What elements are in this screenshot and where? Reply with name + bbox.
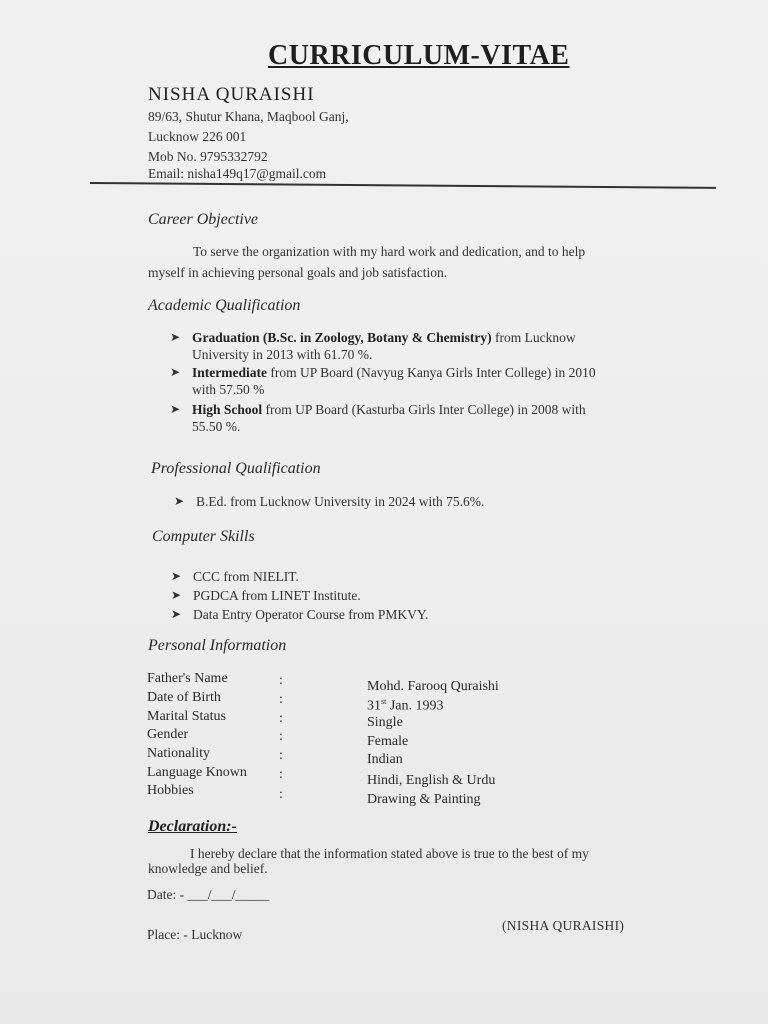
date-field: Date: - ___/___/_____ — [147, 887, 270, 902]
arrow-bullet-icon: ➤ — [170, 365, 181, 379]
academic-item: ➤ High School from UP Board (Kasturba Girls Inter College) in 2008 with 55.50 %. — [170, 402, 586, 434]
applicant-name: NISHA QURAISHI — [148, 84, 315, 105]
pi-label: Nationality — [147, 746, 210, 761]
pi-label: Hobbies — [147, 783, 194, 798]
pi-label: Gender — [147, 727, 189, 742]
pi-colon: : — [279, 692, 283, 707]
mobile-number: Mob No. 9795332792 — [148, 149, 268, 164]
declaration-line-1: I hereby declare that the information stated above is true to the best of my — [190, 846, 589, 861]
arrow-bullet-icon: ➤ — [171, 607, 182, 621]
professional-heading: Professional Qualification — [151, 460, 321, 477]
arrow-bullet-icon: ➤ — [170, 330, 181, 344]
declaration-line-2: knowledge and belief. — [148, 861, 268, 876]
address-line-2: Lucknow 226 001 — [148, 129, 247, 144]
pi-label: Language Known — [147, 765, 247, 780]
pi-value: Mohd. Farooq Quraishi — [367, 679, 499, 694]
pi-value: Hindi, English & Urdu — [367, 773, 496, 788]
computer-skill-item: ➤ CCC from NIELIT. — [171, 569, 299, 584]
pi-colon: : — [279, 787, 283, 802]
computer-skills-heading: Computer Skills — [152, 528, 255, 545]
arrow-bullet-icon: ➤ — [171, 588, 182, 602]
pi-value: Female — [367, 734, 409, 749]
pi-colon: : — [279, 748, 283, 763]
academic-item: ➤ Intermediate from UP Board (Navyug Kanya Girls Inter College) in 2010 with 57.50 % — [170, 365, 596, 397]
career-objective-heading: Career Objective — [148, 211, 259, 228]
computer-skill-item: ➤ Data Entry Operator Course from PMKVY. — [171, 607, 429, 622]
pi-colon: : — [279, 729, 283, 744]
pi-colon: : — [279, 711, 283, 726]
document-title: CURRICULUM-VITAE — [268, 40, 570, 71]
arrow-bullet-icon: ➤ — [174, 494, 185, 508]
pi-label: Marital Status — [147, 709, 226, 724]
personal-info-heading: Personal Information — [148, 637, 287, 654]
professional-item: ➤ B.Ed. from Lucknow University in 2024 with 75.6%. — [174, 494, 485, 509]
arrow-bullet-icon: ➤ — [171, 569, 182, 583]
header-divider — [90, 182, 716, 189]
pi-label: Date of Birth — [147, 690, 221, 705]
pi-colon: : — [279, 767, 283, 782]
pi-value: Indian — [367, 752, 403, 767]
email-address: Email: nisha149q17@gmail.com — [148, 166, 327, 181]
career-objective-line-2: myself in achieving personal goals and job satisfaction. — [148, 265, 448, 280]
arrow-bullet-icon: ➤ — [170, 402, 181, 416]
address-line-1: 89/63, Shutur Khana, Maqbool Ganj, — [148, 109, 349, 124]
academic-item: ➤ Graduation (B.Sc. in Zoology, Botany & Chemistry) from Lucknow University in 2013 with 61.70 %. — [170, 330, 576, 362]
career-objective-line-1: To serve the organization with my hard work and dedication, and to help — [193, 244, 586, 259]
pi-value: Single — [367, 715, 403, 730]
pi-colon: : — [279, 673, 283, 688]
pi-label: Father's Name — [147, 671, 228, 686]
declaration-heading: Declaration:- — [148, 818, 237, 835]
pi-value: Drawing & Painting — [367, 792, 481, 807]
computer-skill-item: ➤ PGDCA from LINET Institute. — [171, 588, 361, 603]
place-field: Place: - Lucknow — [147, 927, 243, 942]
pi-value: 31st Jan. 1993 — [367, 697, 444, 714]
signature-name: (NISHA QURAISHI) — [502, 918, 625, 933]
academic-heading: Academic Qualification — [148, 297, 301, 314]
